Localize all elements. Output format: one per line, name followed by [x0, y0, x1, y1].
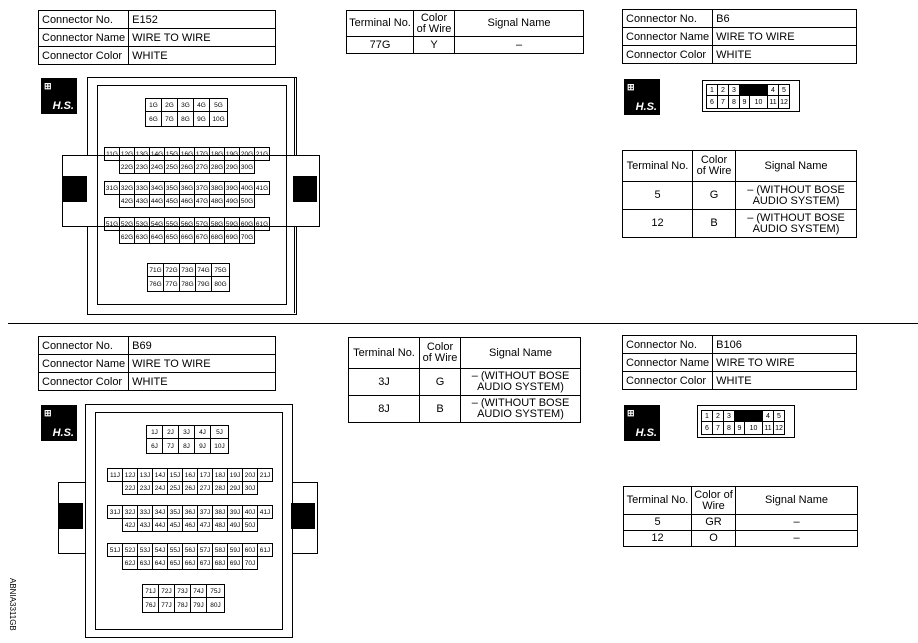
- terminal-block-j4b: 62J 63J 64J 65J 66J 67J 68J 69J 70J: [122, 556, 258, 570]
- connector-info-b6: Connector No. B6 Connector Name WIRE TO WIRE Connector Color WHITE: [622, 9, 857, 64]
- connector-info-b69: Connector No. B69 Connector Name WIRE TO WIRE Connector Color WHITE: [38, 336, 276, 391]
- terminal-block-g4: 51G 52G 53G 54G 55G 56G 57G 58G 59G 60G 61G: [104, 217, 270, 231]
- terminal-block-j3b: 42J 43J 44J 45J 46J 47J 48J 49J 50J: [122, 518, 258, 532]
- section-divider: [8, 323, 918, 324]
- harness-side-icon: ⊞ H.S.: [41, 78, 77, 114]
- document-code: ABNIA3311GB: [8, 578, 17, 631]
- harness-side-icon: ⊞ H.S.: [41, 405, 77, 441]
- terminal-table-e152: Terminal No. Color of Wire Signal Name 77G Y –: [346, 10, 584, 54]
- connector-no: E152: [129, 11, 276, 29]
- harness-side-icon: ⊞ H.S.: [624, 405, 660, 441]
- connector-info-e152: Connector No. E152 Connector Name WIRE TO WIRE Connector Color WHITE: [38, 10, 276, 65]
- terminal-block-j3: 31J 32J 33J 34J 35J 36J 37J 38J 39J 40J 41J: [107, 505, 273, 519]
- connector-name: WIRE TO WIRE: [129, 29, 276, 47]
- terminal-block-g1: 1G 2G 3G 4G 5G 6G 7G 8G 9G 10G: [145, 98, 228, 127]
- connector-info-b106: Connector No. B106 Connector Name WIRE TO WIRE Connector Color WHITE: [622, 335, 857, 390]
- terminal-block-j5: 71J 72J 73J 74J 75J 76J 77J 78J 79J 80J: [142, 584, 225, 613]
- terminal-grid-b6: 1 2 3 4 5 6 7 8 9 10 11 12: [706, 84, 790, 109]
- terminal-block-g2b: 22G 23G 24G 25G 26G 27G 28G 29G 30G: [119, 160, 255, 174]
- harness-side-icon: ⊞ H.S.: [624, 79, 660, 115]
- terminal-block-g5: 71G 72G 73G 74G 75G 76G 77G 78G 79G 80G: [147, 263, 230, 292]
- terminal-block-j1: 1J 2J 3J 4J 5J 6J 7J 8J 9J 10J: [146, 425, 229, 454]
- terminal-table-b106: Terminal No. Color of Wire Signal Name 5 GR – 12 O –: [623, 486, 858, 547]
- terminal-block-g4b: 62G 63G 64G 65G 66G 67G 68G 69G 70G: [119, 230, 255, 244]
- connector-color: WHITE: [129, 47, 276, 65]
- terminal-block-g3: 31G 32G 33G 34G 35G 36G 37G 38G 39G 40G 41G: [104, 181, 270, 195]
- terminal-block-g3b: 42G 43G 44G 45G 46G 47G 48G 49G 50G: [119, 194, 255, 208]
- terminal-table-b6: Terminal No. Color of Wire Signal Name 5 G – (WITHOUT BOSE AUDIO SYSTEM) 12 B – (WITHOUT BOSE AUDIO SYSTEM): [622, 150, 857, 238]
- terminal-table-b69: Terminal No. Color of Wire Signal Name 3J G – (WITHOUT BOSE AUDIO SYSTEM) 8J B – (WITHOUT BOSE AUDIO SYSTEM): [348, 337, 581, 423]
- terminal-block-j2b: 22J 23J 24J 25J 26J 27J 28J 29J 30J: [122, 481, 258, 495]
- terminal-block-j4: 51J 52J 53J 54J 55J 56J 57J 58J 59J 60J 61J: [107, 543, 273, 557]
- terminal-grid-b106: 1 2 3 4 5 6 7 8 9 10 11 12: [701, 410, 785, 435]
- terminal-block-g2: 11G 12G 13G 14G 15G 16G 17G 18G 19G 20G 21G: [104, 147, 270, 161]
- terminal-block-j2: 11J 12J 13J 14J 15J 16J 17J 18J 19J 20J 21J: [107, 468, 273, 482]
